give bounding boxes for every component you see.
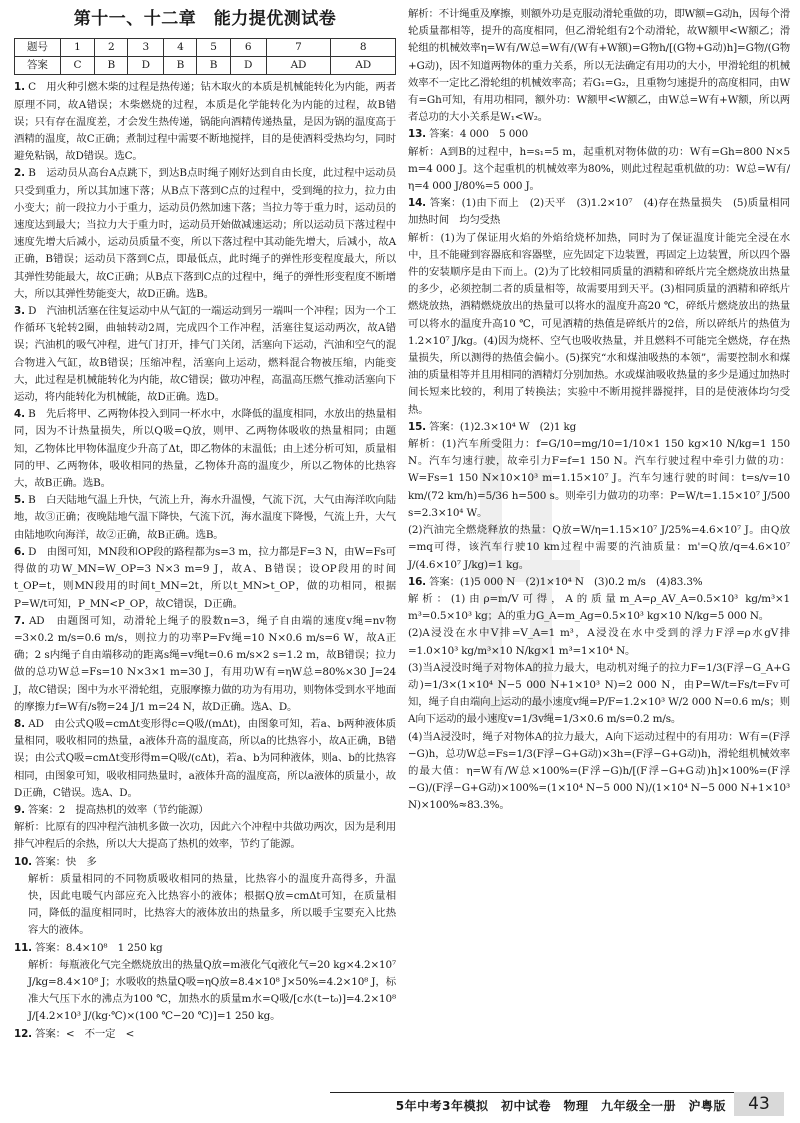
table-cell: 2	[95, 39, 128, 57]
table-cell: AD	[331, 57, 396, 75]
solution-item: 14. 答案：(1)由下而上 (2)天平 (3)1.2×10⁷ (4)存在热量损失 (5)质量相同 加热时间 均匀受热	[408, 197, 800, 227]
left-solutions	[14, 79, 396, 1042]
answer-table-number-row	[15, 39, 396, 57]
solution-item: 5. B 白天陆地气温上升快，气流上升，海水升温慢，气流下沉，大气由海洋吹向陆地，故③正确；夜晚陆地气温下降快，气流下沉，海水温度下降慢，气流上升，大气由陆地吹向海洋，故②正确，故B正确。选B。	[14, 494, 397, 541]
solution-explanation: 解析：每瓶液化气完全燃烧放出的热量Q放=m液化气q液化气=20 kg×4.2×10⁷ J/kg=8.4×10⁸ J；水吸收的热量Q吸=ηQ放=8.4×10⁸ J×50%=4.2×10⁸ J，标准大气压下水的沸点为100 ℃，加热水的质量m水=Q吸/[c水(t−t₀)]=4.2×10⁸ J/[4.2×10³ J/(kg·℃)×(100 ℃−20 ℃)]=1 250 kg。	[28, 958, 396, 1023]
solution-item: 10. 答案：快 多	[14, 855, 97, 868]
solution-item: 3. D 汽油机活塞在往复运动中从气缸的一端运动到另一端叫一个冲程；因为一个工作循环飞轮转2圈，曲轴转动2周，完成四个工作冲程，活塞往复运动两次，故A错误；汽油机的吸气冲程，进气门打开，排气门关闭，活塞向下运动，汽油和空气的混合物进入气缸，故B错误；压缩冲程，活塞向上运动，燃料混合物被压缩，内能变大，此过程是机械能转化为内能，故C错误；做功冲程，高温高压燃气推动活塞向下运动，将内能转化为机械能，故D正确。选D。	[14, 305, 396, 404]
solution-item: 7. AD 由题图可知，动滑轮上绳子的股数n=3，绳子自由端的速度v绳=nv物=3×0.2 m/s=0.6 m/s，则拉力的功率P=Fv绳=10 N×0.6 m/s=6 W，故A正确；2 s内绳子自由端移动的距离s绳=v绳t=0.6 m/s×2 s=1.2 m，故B错误；拉力做的总功W总=Fs=10 N×3×1 m=30 J，有用功W有=ηW总=80%×30 J=24 J，故C错误；图中为水平滑轮组，克服摩擦力做的功为有用功，则物体受到水平地面的摩擦力f=W有/s物=24 J/1 m=24 N，故D正确。选A、D。	[14, 614, 396, 713]
solution-item: 8. AD 由公式Q吸=cmΔt变形得c=Q吸/(mΔt)，由图象可知，若a、b两种液体质量相同，吸收相同的热量，a液体升高的温度高，所以a的比热容小，故A正确，B错误；由公式Q吸=cmΔt变形得m=Q吸/(cΔt)，若a、b为同种液体，则a、b的比热容相同，由图象可知，吸收相同热量时，a液体升高的温度高，所以a液体的质量小，故D正确，C错误。选A、D。	[14, 717, 397, 799]
solution-item: 11. 答案：8.4×10⁸ 1 250 kg	[14, 941, 163, 954]
table-cell: B	[164, 57, 197, 75]
table-cell: 5	[197, 39, 230, 57]
solution-item: 12. 答案：< 不一定 <	[14, 1027, 135, 1040]
table-cell: B	[197, 57, 230, 75]
page-footer	[0, 1092, 800, 1116]
solution-explanation: 解析：质量相同的不同物质吸收相同的热量，比热容小的温度升高得多，升温快，因此电暖气内部应充入比热容小的液体；根据Q放=cmΔt可知，在质量相同，降低的温度相同时，比热容大的液体放出的热量多，所以暖手宝要充入比热容大的液体。	[28, 872, 396, 937]
table-cell: 3	[128, 39, 164, 57]
answer-table-answer-row	[15, 57, 396, 75]
solution-item: 9. 答案：2 提高热机的效率（节约能源）	[14, 803, 209, 816]
table-cell: D	[230, 57, 266, 75]
table-cell: AD	[266, 57, 331, 75]
table-cell: C	[60, 57, 94, 75]
table-cell: 8	[331, 39, 396, 57]
solution-explanation: 解析：(1)汽车所受阻力：f=G/10=mg/10=1/10×1 150 kg×10 N/kg=1 150 N。汽车匀速行驶，故牵引力F=f=1 150 N。汽车行驶过程中牵引力做的功：W=Fs=1 150 N×10×10³ m=1.15×10⁷ J。汽车匀速行驶的时间：t=s/v=10 km/(72 km/h)=5/36 h=500 s。则牵引力做功的功率：P=W/t=1.15×10⁷ J/500 s=2.3×10⁴ W。	[408, 438, 790, 519]
solution-explanation: 解析：A到B的过程中，h=s₁=5 m，起重机对物体做的功：W有=Gh=800 N×5 m=4 000 J。这个起重机的机械效率为80%，则此过程起重机做的功：W总=W有/η=4 000 J/80%=5 000 J。	[408, 145, 790, 193]
footer-divider	[330, 1092, 740, 1093]
solution-explanation: (4)当A浸没时，绳子对物体A的拉力最大，A向下运动过程中的有用功：W有=(F浮−G)h，总功W总=Fs=1/3(F浮−G+G动)×3h=(F浮−G+G动)h，滑轮组机械效率的最大值：η=W有/W总×100%=(F浮−G)h/[(F浮−G+G动)h]×100%=(F浮−G)/(F浮−G+G动)×100%=(1×10⁴ N−5 000 N)/(1×10⁴ N−5 000 N+1×10³ N)×100%≈83.3%。	[408, 730, 790, 812]
solution-explanation: 解析：(1)由ρ=m/V可得，A的质量m_A=ρ_AV_A=0.5×10³ kg/m³×1 m³=0.5×10³ kg；A的重力G_A=m_Ag=0.5×10³ kg×10 N/kg=5 000 N。	[408, 592, 790, 623]
solution-item: 13. 答案：4 000 5 000	[408, 128, 529, 141]
solution-explanation: 解析：不计绳重及摩擦，则额外功是克服动滑轮重做的功，即W额=G动h，因每个滑轮质量都相等，提升的高度相同，但乙滑轮组有2个动滑轮，故W额甲<W额乙；滑轮组的机械效率η=W有/W总=W有/(W有+W额)=G物h/[(G物+G动)h]=G物/(G物+G动)，因不知道两物体的重力关系，所以无法确定有用功的大小，甲滑轮组的机械效率不一定比乙滑轮组的机械效率高；若G₁=G₂，且重物匀速提升的高度相同，由W有=Gh可知，有用功相同，额外功：W额甲<W额乙，由W总=W有+W额，所以两者总功的大小关系是W₁<W₂。	[408, 8, 790, 124]
solution-item: 2. B 运动员从高台A点跳下，到达B点时绳子刚好达到自由长度，此过程中运动员只受到重力，所以其加速下落；从B点下落到C点的过程中，受到绳的拉力，拉力由小变大；前一段拉力小于重力，运动员仍然加速下落；当拉力等于重力时，运动员的速度达到最大；当拉力大于重力时，运动员开始做减速运动；所以运动员下落过程中速度先增大后减小，运动员质量不变，所以下落过程中其动能先增大，后减小，故A正确，B错误；运动员下落到C点，即最低点，此时绳子的弹性形变程度最大，所以其弹性势能最大，故C正确；从B点下落到C点的过程中，绳子的弹性形变程度不断增大，所以其弹性势能变大，故D正确。选B。	[14, 167, 397, 300]
solution-item: 1. C 用火种引燃木柴的过程是热传递；钻木取火的本质是机械能转化为内能，两者原理不同，故A错误；木柴燃烧的过程，本质是化学能转化为内能的过程，故B错误；只有存在温度差，才会发生热传递，锅能向酒精传递热量，是因为锅的温度高于酒精的温度，故C正确；煮制过程中需要不断地搅拌，目的是使酒料受热均匀，同时避免粘锅，故D错误。选C。	[14, 81, 396, 163]
table-cell: B	[95, 57, 128, 75]
right-column	[408, 6, 800, 815]
solution-explanation: (3)当A浸没时绳子对物体A的拉力最大，电动机对绳子的拉力F=1/3(F浮−G_A+G动)=1/3×(1×10⁴ N−5 000 N+1×10³ N)=2 000 N，由P=W/t=Fs/t=Fv可知，绳子自由端向上运动的最小速度v绳=P/F=1.2×10³ W/2 000 N=0.6 m/s；则A向下运动的最小速度v=1/3v绳=1/3×0.6 m/s=0.2 m/s。	[408, 661, 790, 726]
solution-item: 4. B 先后将甲、乙两物体投入到同一杯水中，水降低的温度相同，水放出的热量相同，因为不计热量损失，所以Q吸=Q放，则甲、乙两物体吸收的热量相同；由题知，乙物体比甲物体温度少升高了Δt，即乙物体的末温低；由上述分析可知，质量相同的甲、乙两物体，吸收相同的热量，乙物体升高的温度少，所以乙物体的比热容大，故B正确。选B。	[14, 408, 397, 490]
table-header-cell: 答案	[15, 57, 61, 75]
answer-table	[14, 38, 396, 75]
left-column	[14, 6, 396, 1043]
solution-explanation: (2)汽油完全燃烧释放的热量：Q放=W/η=1.15×10⁷ J/25%=4.6×10⁷ J。由Q放=mq可得，该汽车行驶10 km过程中需要的汽油质量：m'=Q放/q=4.6×10⁷ J/(4.6×10⁷ J/kg)=1 kg。	[408, 524, 790, 571]
solution-explanation: 解析：(1)为了保证用火焰的外焰给烧杯加热，同时为了保证温度计能完全浸在水中，且不能碰到容器底和容器壁，应先固定下边装置，再固定上边装置，所以四个器件的安装顺序是由下而上。(2)为了比较相同质量的酒精和碎纸片完全燃烧放出热量的多少，必须控制二者的质量相等，故需要用到天平。(3)相同质量的酒精和碎纸片燃烧放热，酒精燃烧放出的热量可以将水的温度升高20 ℃，碎纸片燃烧放出的热量可以将水的温度升高10 ℃，可见酒精的热值是碎纸片的2倍，所以碎纸片的热值为1.2×10⁷ J/kg。(4)因为烧杯、空气也吸收热量，并且燃料不可能完全燃烧，存在热量损失，所以测得的热值会偏小。(5)探究“水和煤油吸热的本领”，需要控制水和煤油的质量相等并且用相同的酒精灯分别加热。水或煤油吸收热量的多少是通过加热时间长短来比较的，利用了转换法；实验中不断用搅拌器搅拌，目的是使液体均匀受热。	[408, 231, 790, 416]
solution-explanation: 解析：比原有的四冲程汽油机多做一次功，因此六个冲程中共做功两次，因为是利用排气冲程后的余热，所以大大提高了热机的效率，节约了能源。	[14, 821, 396, 851]
table-cell: 1	[60, 39, 94, 57]
table-header-cell: 题号	[15, 39, 61, 57]
page-number: 43	[734, 1092, 784, 1116]
solution-item: 15. 答案：(1)2.3×10⁴ W (2)1 kg	[408, 420, 577, 433]
solution-item: 16. 答案：(1)5 000 N (2)1×10⁴ N (3)0.2 m/s (4)83.3%	[408, 575, 703, 588]
table-cell: 4	[164, 39, 197, 57]
solution-explanation: (2)A浸没在水中V排=V_A=1 m³，A浸没在水中受到的浮力F浮=ρ水gV排=1.0×10³ kg/m³×10 N/kg×1 m³=1×10⁴ N。	[408, 627, 790, 657]
table-cell: D	[128, 57, 164, 75]
page-title: 第十一、十二章 能力提优测试卷	[73, 9, 337, 29]
table-cell: 7	[266, 39, 331, 57]
solution-item: 6. D 由图可知，MN段和OP段的路程都为s=3 m，拉力都是F=3 N，由W=Fs可得做的功W_MN=W_OP=3 N×3 m=9 J，故A、B错误；设OP段用的时间t_OP=t，则MN段用的时间t_MN=2t，所以t_MN>t_OP，做的功相同，根据P=W/t可知，P_MN<P_OP，故C错误，D正确。	[14, 545, 396, 610]
footer-series-title: 5年中考3年模拟 初中试卷 物理 九年级全一册 沪粤版	[395, 1099, 726, 1113]
table-cell: 6	[230, 39, 266, 57]
